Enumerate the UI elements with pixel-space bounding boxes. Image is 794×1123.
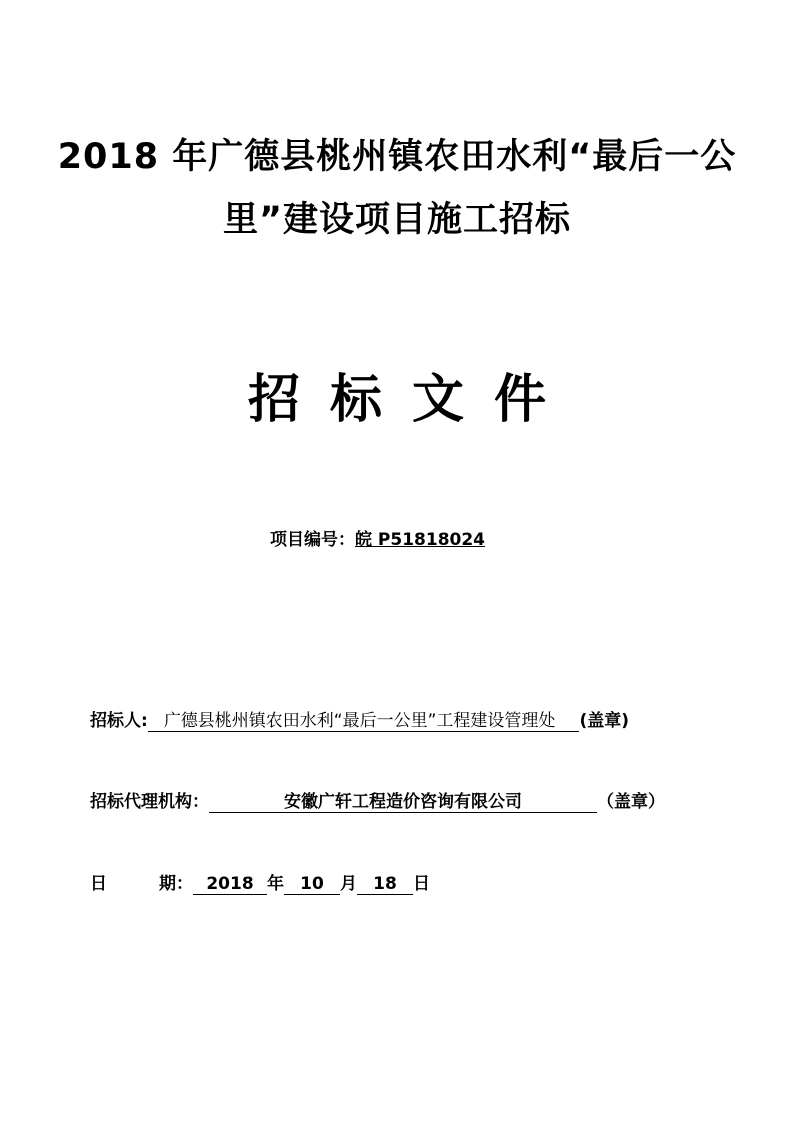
title-line-1: 2018 年广德县桃州镇农田水利“最后一公: [57, 137, 737, 177]
agency-label: 招标代理机构：: [90, 792, 209, 812]
agency-name: 安徽广轩工程造价咨询有限公司: [209, 792, 597, 813]
project-number-value: 皖 P51818024: [355, 530, 486, 550]
date-label-day-char: 日: [90, 874, 107, 894]
date-year: 2018: [193, 874, 267, 895]
tenderer-seal-note: (盖章): [579, 711, 629, 731]
agency-seal-note: （盖章）: [597, 792, 665, 812]
project-number: [270, 528, 485, 552]
date-day: 18: [357, 874, 413, 895]
date-day-unit: 日: [413, 874, 430, 894]
title-line-2: 里”建设项目施工招标: [222, 200, 571, 240]
date-month-unit: 月: [340, 874, 357, 894]
agency-row: [90, 790, 665, 814]
date-year-unit: 年: [267, 874, 284, 894]
tenderer-name: 广德县桃州镇农田水利“最后一公里”工程建设管理处: [148, 711, 580, 732]
date-label-period: 期：: [159, 874, 193, 894]
tenderer-label: 招标人:: [90, 711, 148, 731]
document-type-heading: 招标文件: [247, 370, 576, 430]
tenderer-row: [90, 709, 629, 733]
date-month: 10: [284, 874, 340, 895]
project-number-label: 项目编号：: [270, 530, 355, 550]
date-row: [90, 872, 430, 896]
